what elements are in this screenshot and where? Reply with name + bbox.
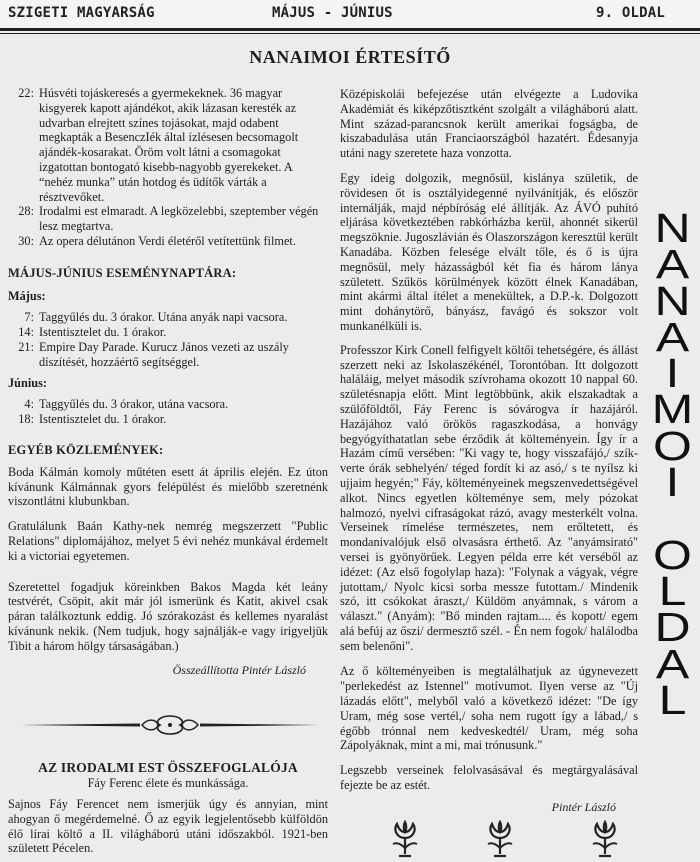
header-rule [0, 28, 700, 31]
ornamental-divider [20, 713, 320, 737]
article-paragraph: Egy ideig dolgozik, megnősül, kislánya születik, de rövidesen őt is osztályidegenné nyilvánítják, és először internálják, majd népbíróság elé állítják. Az ÁVÓ puhító eljárása következtében rabkórházba kerül, ahonnét sikerül megszöknie. Jugoszlávián és Olaszországon keresztül került Kanadába. Közben felesége elvált tőle, és ő is újra megnősül, mely házasságból két fia és három lánya született. Szűkös körülmények között élnek Kanadában, mint akármi által ítélet a menekültek, a D.P.-k. Dolgozott mint dohánytörő, bányász, favágó és sokszor volt munkanélküli is. [340, 170, 638, 333]
notices-heading: EGYÉB KÖZLEMÉNYEK: [8, 442, 164, 457]
tulip-ornament-icon [385, 820, 425, 860]
side-vertical-label: N A N A I M O I O L D A L [651, 205, 694, 723]
page-title: NANAIMOI ÉRTESÍTŐ [249, 47, 451, 67]
event-day: 30: [18, 233, 34, 248]
tulip-ornament-icon [480, 820, 520, 860]
tulip-ornament-icon [585, 820, 625, 860]
article-paragraph: Professzor Kirk Conell felfigyelt költői tehetségére, és állást szerzett neki az Iskolaszékénél, Torontóban. Itt dolgozott haláláig, melyet második szívrohama okozott 10 nappal 60. születésnapja előtt. Mint legtöbbünk, akik elszakadtak a szülőföldtől, Fáy Ferenc is sóvárogva ír hazájáról. Hazájához való örökös ragaszkodása, a honvágy begyógyíthatatlan sebe érződik át költeményein. Így ír a Hazám című versében: "Ki vagy te, hogy visszafájó,/ szík-verte órák sebhelyén/ téged fordít ki az asó,/ s te nyílsz ki ujjaim hegyén;" Fáy, költeményeinek megszenvedettségével alkot. Nincs egyetlen költeménye sem, mely pózokat halmozó, nyelvi cifraságokat rázó, avagy mesterkélt volna. Verseinek rímelése természetes, nem erőltetett, és mondanivalójuk első olvasásra érthető. Az "anyámsirató" versei is gyönyörűek. Legyen példa erre két verséből az idézet: (Az első fogolylap haza): "Folynak a vágyak, végre jutottam,/ Nyolc kicsi sorba messze futottam./ Mindenik szó, itt csókokat áraszt,/ Küldöm anyámnak, s várom a választ." (Anyám): "Bő minden rajtam.... és kopott/ egem alá befúj az őszi/ dermesztő szél. - Én nem fogok/ halálodba sem belenőni". [340, 342, 638, 653]
article-title: AZ IRODALMI EST ÖSSZEFOGLALÓJA [38, 760, 298, 775]
may-heading: Május: [8, 288, 46, 303]
header-page-number: 9. OLDAL [596, 5, 666, 21]
calendar-day: 18: [18, 412, 34, 427]
calendar-item [8, 412, 328, 427]
event-item [8, 204, 328, 234]
left-column [8, 86, 328, 677]
article-signature: Pintér László [551, 799, 616, 814]
notice-paragraph: Szeretettel fogadjuk köreinkben Bakos Magda két leány testvérét, Csöpit, akit már jól ismerünk és Katit, akivel csak páran találkoztunk eddig. Jó szórakozást és kellemes nyaralást kívánunk nekik. (Nem tudjuk, hogy sajnálják-e vagy irigyeljük Tibit a három hölgy társaságában.) [8, 579, 328, 653]
article-paragraph: Középiskolái befejezése után elvégezte a Ludovika Akadémiát és kiképzőtisztként szolgált a világháború alatt. Mint század-parancsnok került amerikai fogságba, de kiszabadulása után Franciaországból hazatért. Édesanyja utáni nagy szeretete haza vonzotta. [340, 87, 638, 161]
calendar-heading: MÁJUS-JÚNIUS ESEMÉNYNAPTÁRA: [8, 265, 237, 280]
event-day: 28: [18, 204, 34, 219]
event-text: Az opera délutánon Verdi életéről vetítettünk filmet. [39, 233, 296, 248]
right-column [340, 87, 638, 815]
event-item [8, 86, 328, 204]
header-issue: MÁJUS - JÚNIUS [272, 5, 393, 21]
compiled-by: Összeállította Pintér László [172, 662, 306, 677]
notice-paragraph: Gratulálunk Baán Kathy-nek nemrég megszerzett "Public Relations" diplomájához, melyet 5 évi nehéz munkával érdemelt ki a victoriai egyetemen. [8, 519, 328, 563]
page-header [0, 0, 700, 28]
calendar-text: Istentisztelet du. 1 órakor. [39, 412, 167, 427]
notice-paragraph: Boda Kálmán komoly műtéten esett át április elején. Ez úton kívánunk Kálmánnak gyors felépülést és mielőbb szeretnénk viszontlátni klubunkban. [8, 464, 328, 509]
calendar-text: Taggyűlés du. 3 órakor, utána vacsora. [39, 397, 229, 412]
article-paragraph: Legszebb verseinek felolvasásával és megtárgyalásával fejezte be az estét. [340, 763, 638, 793]
calendar-item [8, 325, 328, 340]
calendar-text: Empire Day Parade. Kurucz János vezeti az uszály díszítését, hozzáértő segítséggel. [39, 339, 289, 369]
calendar-day: 4: [24, 397, 34, 412]
calendar-item [8, 310, 328, 325]
calendar-text: Istentisztelet du. 1 órakor. [39, 325, 167, 340]
calendar-day: 7: [24, 310, 34, 325]
event-text: Irodalmi est elmaradt. A legközelebbi, szeptember végén lesz megtartva. [39, 204, 319, 234]
event-day: 22: [18, 86, 34, 100]
calendar-text: Taggyűlés du. 3 órakor. Utána anyák napi vacsora. [39, 310, 288, 325]
calendar-item [8, 397, 328, 412]
header-publication: SZIGETI MAGYARSÁG [8, 5, 155, 21]
june-heading: Június: [8, 375, 47, 390]
header-rule-thin [0, 33, 700, 34]
article-subtitle: Fáy Ferenc élete és munkássága. [87, 776, 249, 790]
article-paragraph: Az ő költeményeiben is megtalálhatjuk az úgynevezett "perlekedést az Istennel" motívumot. Ilyen verse az "Új lázadás előtt", melyből való a következő idézet: "De így Uram, még sose vertél,/ soha nem rugott így a lábad,/ s égőbb trónnal nem kedveskedtél/ Uram, még soha Zápolyáknak, mint a mi, mai trónusunk." [340, 664, 638, 753]
calendar-day: 21: [18, 339, 34, 354]
calendar-day: 14: [18, 325, 34, 340]
calendar-item [8, 340, 328, 370]
article-intro: Sajnos Fáy Ferencet nem ismerjük úgy és annyian, mint ahogyan ő megérdemelné. Ő az egyik legjelentősebb külföldön élő lírai költő a II. világháború utáni időszakból. 1921-ben született Pécelen. [8, 797, 328, 856]
event-text: Húsvéti tojáskeresés a gyermekeknek. 36 magyar kisgyerek kapott ajándékot, akik lázasan keresték az udvarban elrejtett színes tojásokat, majd odabent megkapták a BesenczIék által ízlésesen becsomagolt ajándék-kosarakat. Öröm volt látni a csomagokat izgatottan bontogató kisebb-nagyobb gyerekeket. A “nehéz munka” után hotdog és üdítők várták a résztvevőket. [39, 86, 299, 204]
event-item [8, 234, 328, 249]
